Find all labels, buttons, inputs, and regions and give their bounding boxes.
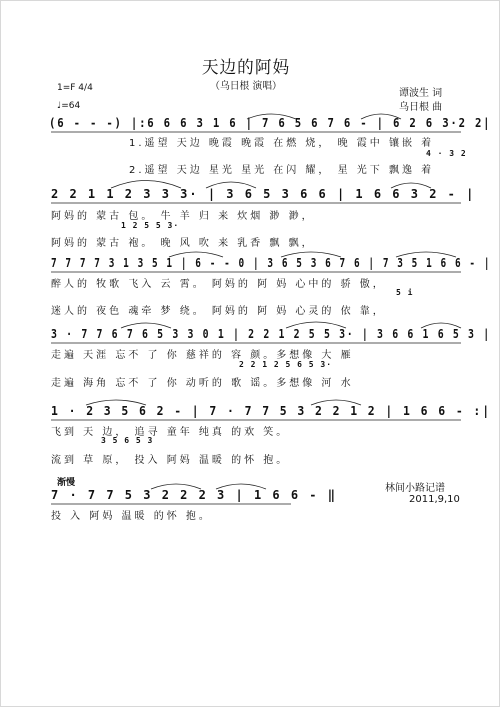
slur-mark (391, 183, 431, 188)
singer-credit: （乌日根 演唱） (210, 81, 282, 92)
notation-row: (6 - - -) |:6 6 6 3 1 6 | 7 6 5 6 7 6 - | 6 2 6 3·2 2| (49, 116, 492, 130)
key-signature: 1=F 4/4 (57, 83, 93, 93)
harmony-notes: 2 2 1 2 5 6 5 3· (239, 360, 333, 369)
slur-mark (86, 400, 146, 405)
lyric-line: 走遍 天涯 忘不 了 你 慈祥的 容 颜。多想像 大 雁 (51, 350, 354, 361)
song-title: 天边的阿妈 (201, 58, 291, 78)
notation-row: 7 · 7 7 5 3 2 2 2 3 | 1 6 6 - ‖ (51, 488, 337, 502)
lyric-line: 阿妈的 蒙古 包。 牛 羊 归 来 炊烟 渺 渺， (51, 211, 315, 222)
lyric-line: 1.遥望 天边 晚霞 晚霞 在燃 烧， 晚 霞中 镶嵌 着 (129, 138, 435, 149)
slur-mark (151, 484, 201, 489)
lyricist-credit: 谭波生 词 (399, 88, 443, 99)
lyric-line: 阿妈的 蒙古 袍。 晚 风 吹 来 乳香 飘 飘， (51, 238, 315, 249)
lyric-line: 醉人的 牧歌 飞入 云 霄。 阿妈的 阿 妈 心中的 骄 傲， (51, 279, 386, 290)
slur-mark (247, 114, 296, 119)
slur-mark (396, 252, 456, 257)
slur-mark (286, 322, 346, 328)
notation-row: 3 · 7 7 6 7 6 5 3 3 0 1 | 2 2 1 2 5 5 3· | 3 6 6 1 6 5 3 | (51, 327, 491, 341)
tempo-direction: 渐慢 (57, 478, 76, 488)
notation-row: 1 · 2 3 5 6 2 - | 7 · 7 7 5 3 2 2 1 2 | 1 6 6 - :| (51, 404, 492, 418)
lyric-line: 迷人的 夜色 魂牵 梦 绕。 阿妈的 阿 妈 心灵的 依 靠， (51, 306, 386, 317)
slur-mark (121, 323, 171, 328)
harmony-notes: 1 2 5 5 3· (121, 221, 180, 230)
notation-row: 7 7 7 7 3 1 3 5 1 | 6 - - 0 | 3 6 5 3 6 7 6 | 7 3 5 1 6 6 - | (51, 256, 492, 270)
composer-credit: 乌日根 曲 (399, 102, 443, 113)
harmony-notes: 3 5 6 5 3 (101, 436, 154, 445)
slur-mark (111, 181, 181, 189)
lyric-line: 2.遥望 天边 星光 星光 在闪 耀， 星 光下 飘逸 着 (129, 165, 435, 176)
slur-mark (421, 323, 461, 328)
slur-marks (1, 1, 500, 708)
slur-mark (216, 484, 266, 489)
harmony-notes: 4 · 3 2 (426, 149, 467, 158)
lyric-line: 飞到 天 边， 追寻 童年 纯真 的欢 笑。 (51, 427, 290, 438)
harmony-notes: 5 i (396, 288, 414, 297)
slur-mark (206, 182, 256, 188)
transcription-date: 2011,9,10 (409, 494, 460, 505)
slur-mark (311, 400, 361, 405)
notation-row: 2 2 1 1 2 3 3 3· | 3 6 5 3 6 6 | 1 6 6 3 2 - | (51, 187, 476, 201)
transcriber-credit: 林间小路记谱 (385, 483, 445, 494)
slur-mark (361, 114, 401, 119)
slur-mark (281, 252, 341, 257)
tempo-marking: ♩=64 (57, 101, 81, 111)
lyric-line: 流到 草 原， 投入 阿妈 温暖 的怀 抱。 (51, 455, 290, 466)
lyric-line: 走遍 海角 忘不 了 你 动听的 歌 谣。多想像 河 水 (51, 378, 354, 389)
slur-mark (169, 252, 223, 257)
lyric-line: 投 入 阿妈 温暖 的怀 抱。 (51, 511, 212, 522)
